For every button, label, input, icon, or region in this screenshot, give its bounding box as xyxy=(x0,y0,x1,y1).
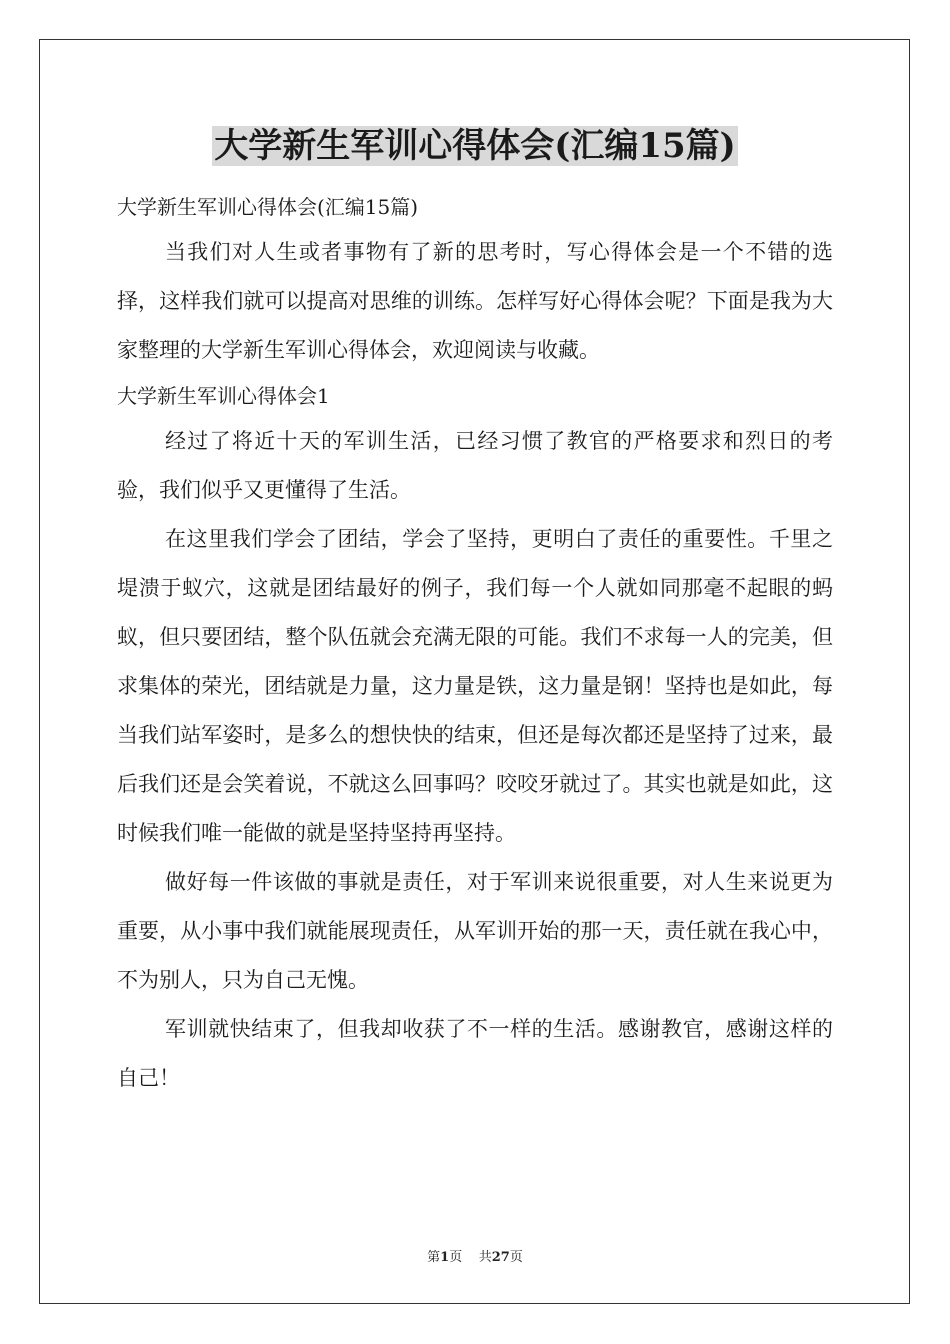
document-title xyxy=(117,120,833,172)
total-pages: 27 xyxy=(491,1250,510,1265)
total-suffix: 页 xyxy=(509,1250,523,1265)
page-suffix: 页 xyxy=(449,1250,463,1265)
intro-paragraph: 当我们对人生或者事物有了新的思考时，写心得体会是一个不错的选择，这样我们就可以提高对思维的训练。怎样写好心得体会呢？下面是我为大家整理的大学新生军训心得体会，欢迎阅读与收藏。 xyxy=(117,240,833,362)
document-body xyxy=(117,120,833,1103)
page-footer xyxy=(0,1246,950,1265)
body-paragraph-3: 做好每一件该做的事就是责任，对于军训来说很重要，对人生来说更为重要，从小事中我们就能展现责任，从军训开始的那一天，责任就在我心中，不为别人，只为自己无愧。 xyxy=(117,870,833,992)
document-title-text: 大学新生军训心得体会(汇编15篇) xyxy=(214,126,736,166)
page-number: 1 xyxy=(440,1250,450,1265)
page-prefix: 第 xyxy=(427,1250,441,1265)
document-subtitle: 大学新生军训心得体会(汇编15篇) xyxy=(117,195,419,219)
total-prefix: 共 xyxy=(478,1250,492,1265)
section-heading: 大学新生军训心得体会1 xyxy=(117,384,330,408)
body-paragraph-2: 在这里我们学会了团结，学会了坚持，更明白了责任的重要性。千里之堤溃于蚁穴，这就是团结最好的例子，我们每一个人就如同那毫不起眼的蚂蚁，但只要团结，整个队伍就会充满无限的可能。我们不求每一人的完美，但求集体的荣光，团结就是力量，这力量是铁，这力量是钢！坚持也是如此，每当我们站军姿时，是多么的想快快的结束，但还是每次都还是坚持了过来，最后我们还是会笑着说，不就这么回事吗？咬咬牙就过了。其实也就是如此，这时候我们唯一能做的就是坚持坚持再坚持。 xyxy=(117,527,833,845)
body-paragraph-4: 军训就快结束了，但我却收获了不一样的生活。感谢教官，感谢这样的自己！ xyxy=(117,1017,833,1090)
body-paragraph-1: 经过了将近十天的军训生活，已经习惯了教官的严格要求和烈日的考验，我们似乎又更懂得了生活。 xyxy=(117,429,833,502)
